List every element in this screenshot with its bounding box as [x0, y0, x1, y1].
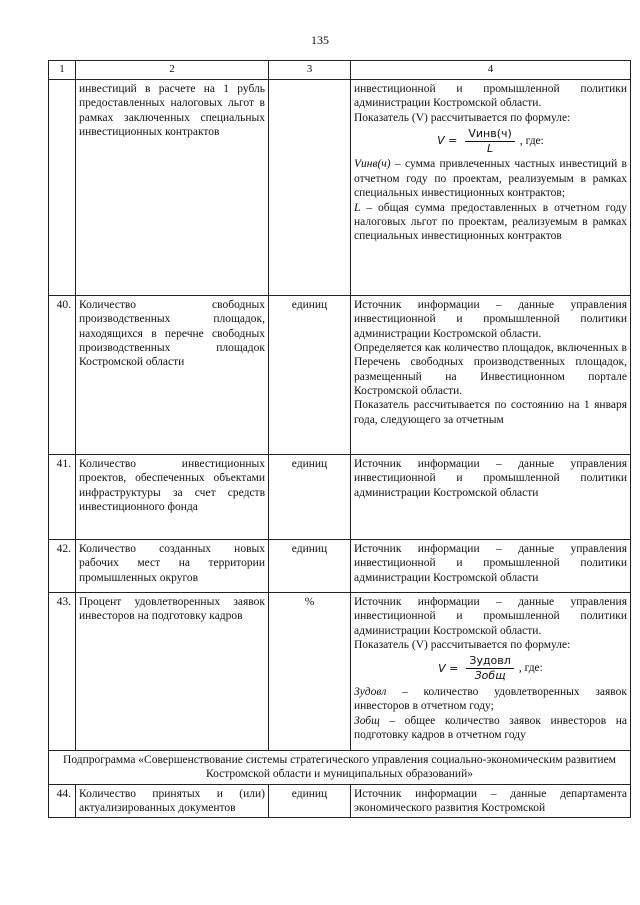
formula-tail: , где: [518, 662, 543, 675]
header-col-4: 4 [351, 61, 631, 80]
indicator-unit: % [269, 592, 351, 750]
formula-lhs: V = [438, 661, 459, 675]
table-row [49, 592, 631, 750]
table-row [49, 539, 631, 592]
formula-tail: , где: [519, 134, 544, 147]
variable-text: – общая сумма предоставленных в отчетном году налоговых льгот по проектам, реализуемым в рамках специальных инвестиционных контрактов [354, 201, 627, 243]
indicator-name: Количество инвестиционных проектов, обеспеченных объектами инфраструктуры за счет средств инвестиционного фонда [76, 454, 269, 539]
variable-text: – сумма привлеченных частных инвестиций в отчетном году по проектам, реализуемым в рамках специальных инвестиционных контрактов; [354, 158, 627, 200]
row-number: 43. [49, 592, 76, 750]
formula-denominator: Зобщ [474, 669, 506, 682]
indicator-name: Процент удовлетворенных заявок инвесторов на подготовку кадров [76, 592, 269, 750]
formula-numerator: Vинв(ч) [465, 127, 514, 142]
indicator-unit: единиц [269, 454, 351, 539]
formula-fraction [465, 127, 514, 156]
header-col-3: 3 [269, 61, 351, 80]
indicator-method: Источник информации – данные департамента экономического развития Костромской [351, 784, 631, 818]
variable-symbol: Vинв(ч) [354, 158, 391, 171]
variable-definition [354, 714, 627, 743]
header-col-1: 1 [49, 61, 76, 80]
subprogram-title: Подпрограмма «Совершенствование системы стратегического управления социально-экономическим развитием Костромской области и муниципальных образований» [49, 750, 631, 784]
indicator-name: Количество свободных производственных площадок, находящихся в перечне свободных производственных площадок Костромской области [76, 295, 269, 454]
indicator-method: Источник информации – данные управления инвестиционной и промышленной политики администрации Костромской области. Определяется как количество площадок, включенных в Перечень свободных производственных площадок, размещенный на Инвестиционном портале Костромской области. Показатель рассчитывается по состоянию на 1 января года, следующего за отчетным [351, 295, 631, 454]
formula-denominator: L [487, 141, 494, 155]
formula-lhs: V = [437, 134, 458, 148]
indicator-method: Источник информации – данные управления инвестиционной и промышленной политики администрации Костромской области [351, 454, 631, 539]
indicators-table [48, 60, 631, 818]
row-number: 42. [49, 539, 76, 592]
indicator-name: Количество созданных новых рабочих мест на территории промышленных округов [76, 539, 269, 592]
table-row [49, 295, 631, 454]
header-col-2: 2 [76, 61, 269, 80]
variable-definition [354, 201, 627, 244]
row-number: 40. [49, 295, 76, 454]
indicator-name: Количество принятых и (или) актуализированных документов [76, 784, 269, 818]
indicator-method [351, 592, 631, 750]
page-number: 135 [311, 33, 329, 47]
variable-text: – общее количество заявок инвесторов на подготовку кадров в отчетном году [354, 714, 627, 741]
indicator-unit: единиц [269, 784, 351, 818]
table-row [49, 784, 631, 818]
row-number [49, 79, 76, 295]
variable-text: – количество удовлетворенных заявок инвесторов в отчетном году; [354, 685, 627, 713]
indicator-unit: единиц [269, 539, 351, 592]
indicator-unit [269, 79, 351, 295]
table-row [49, 454, 631, 539]
row-number: 44. [49, 784, 76, 818]
variable-symbol: L [354, 201, 361, 214]
header-row [49, 61, 631, 80]
table-row [49, 79, 631, 295]
indicator-method [351, 79, 631, 295]
formula-fraction [466, 654, 513, 683]
method-text: Источник информации – данные управления инвестиционной и промышленной политики администрации Костромской области. Показатель (V) рассчитывается по формуле: [354, 595, 627, 651]
variable-definition [354, 157, 627, 200]
variable-symbol: Зудовл [354, 685, 387, 698]
indicator-method: Источник информации – данные управления инвестиционной и промышленной политики администрации Костромской области [351, 539, 631, 592]
indicator-unit: единиц [269, 295, 351, 454]
indicator-name: инвестиций в расчете на 1 рубль предоставленных налоговых льгот в рамках заключенных специальных инвестиционных контрактов [76, 79, 269, 295]
formula [354, 654, 627, 683]
variable-symbol: Зобщ [354, 714, 380, 727]
subprogram-row [49, 750, 631, 784]
variable-definition [354, 685, 627, 714]
row-number: 41. [49, 454, 76, 539]
method-text: инвестиционной и промышленной политики администрации Костромской области. Показатель (V) рассчитывается по формуле: [354, 82, 627, 124]
formula [354, 127, 627, 156]
formula-numerator: Зудовл [466, 654, 513, 669]
